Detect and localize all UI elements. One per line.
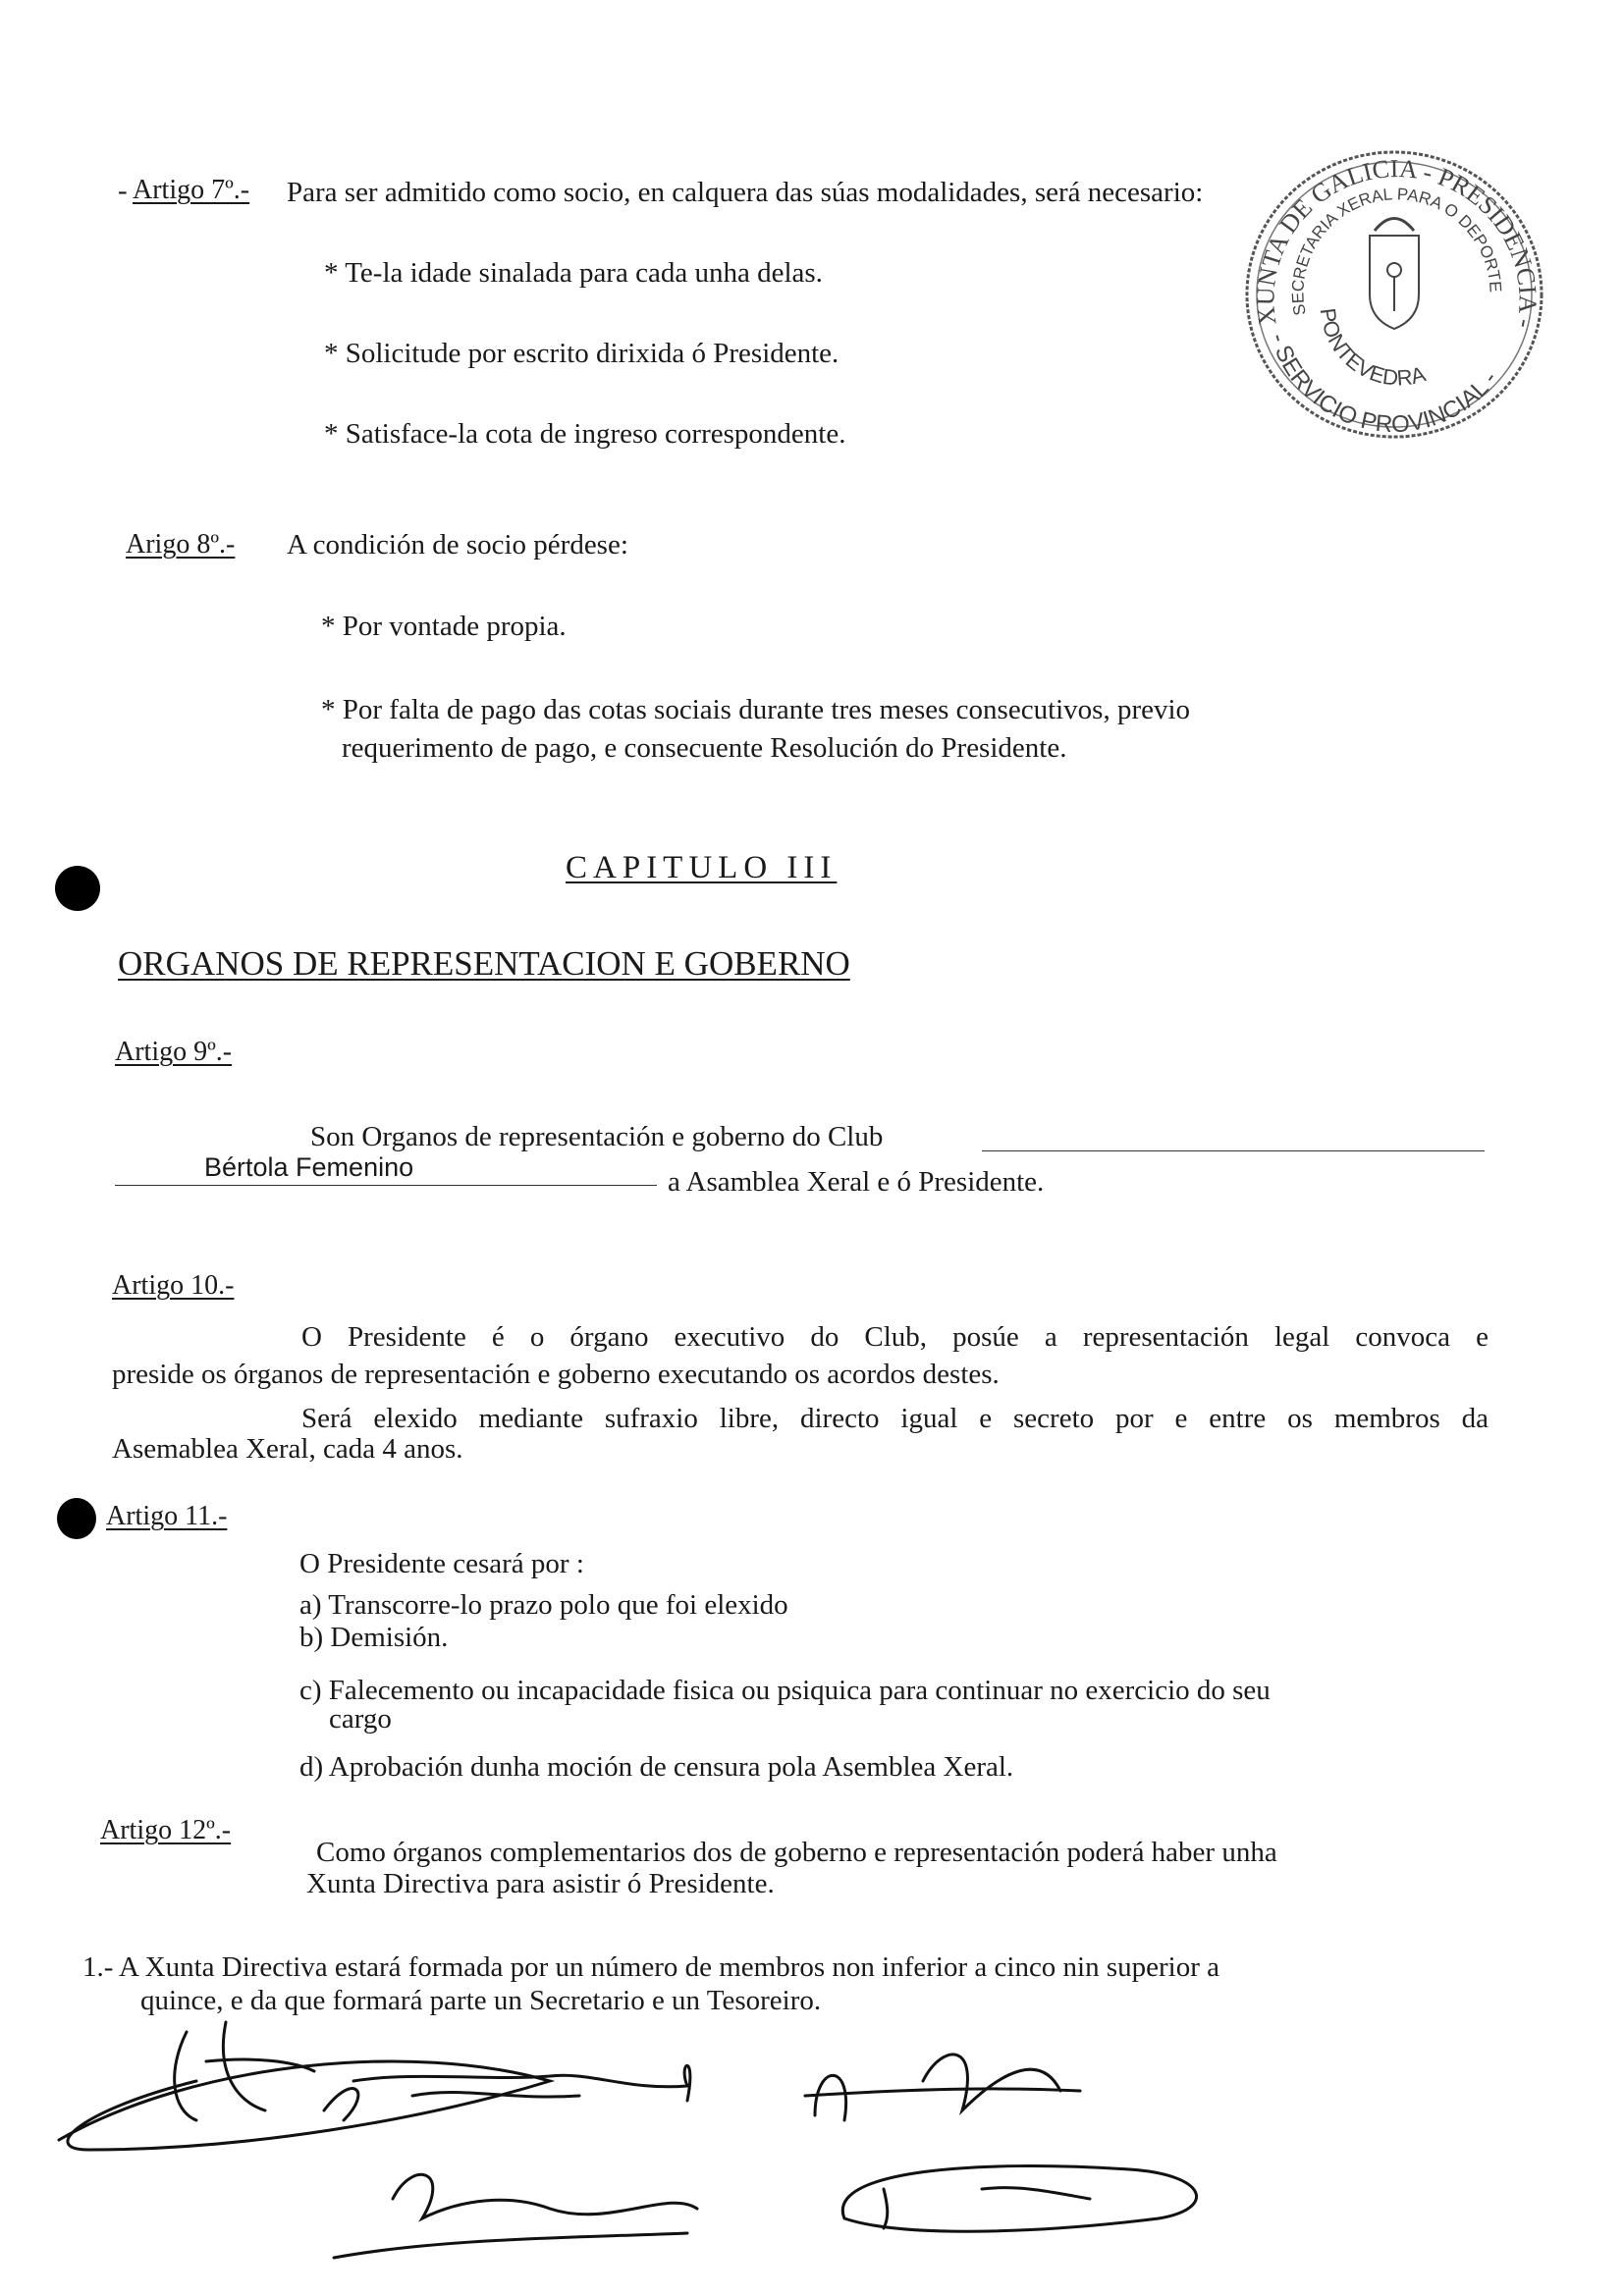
club-name: Bértola Femenino: [204, 1152, 414, 1182]
punch-hole-mark: [55, 866, 100, 911]
blank-line: [115, 1185, 657, 1186]
signature-4: [334, 2174, 697, 2258]
article-12-line: Xunta Directiva para asistir ó Presidente.: [306, 1868, 775, 1899]
article-11-item: c) Falecemento ou incapacidade fisica ou psiquica para continuar no exercicio do seu: [299, 1675, 1271, 1706]
article-11-item-cont: cargo: [329, 1703, 392, 1735]
article-10-label: Artigo 10.-: [112, 1270, 235, 1301]
svg-text:PONTEVEDRA: PONTEVEDRA: [1315, 306, 1429, 391]
article-11-item: a) Transcorre-lo prazo polo que foi elexido: [299, 1589, 788, 1621]
article-7-item: * Solicitude por escrito dirixida ó Presidente.: [324, 338, 839, 369]
chapter-subtitle: ORGANOS DE REPRESENTACION E GOBERNO: [118, 944, 850, 983]
article-12-point-1: 1.- A Xunta Directiva estará formada por un número de membros non inferior a cinco nin superior a: [82, 1951, 1220, 1983]
article-9-text-cont: a Asamblea Xeral e ó Presidente.: [668, 1166, 1045, 1198]
article-8-item: * Por falta de pago das cotas sociais durante tres meses consecutivos, previo: [321, 694, 1191, 725]
article-9-text: Son Organos de representación e goberno do Club: [310, 1121, 884, 1152]
article-11-label: Artigo 11.-: [106, 1501, 228, 1531]
official-stamp: [1237, 137, 1551, 452]
article-7-text: Para ser admitido como socio, en calquera das súas modalidades, será necesario:: [287, 177, 1204, 208]
signatures: [0, 2002, 1624, 2296]
chapter-title: CAPITULO III: [566, 850, 838, 885]
article-9-label: Artigo 9º.-: [115, 1037, 233, 1067]
svg-text:XUNTA DE GALICIA - PRESIDENCIA: XUNTA DE GALICIA - PRESIDENCIA -: [1251, 153, 1543, 331]
article-10-line: preside os órganos de representación e goberno executando os acordos destes.: [112, 1359, 1000, 1390]
margin-dash: -: [118, 175, 128, 206]
svg-text:- SERVICIO PROVINCIAL -: - SERVICIO PROVINCIAL -: [1265, 330, 1503, 439]
article-10-line: O Presidente é o órgano executivo do Club, posúe a representación legal convoca e: [301, 1321, 1489, 1353]
signature-1: [59, 2022, 550, 2150]
svg-text:SECRETARIA XERAL PARA O DEPORT: SECRETARIA XERAL PARA O DEPORTE: [1288, 185, 1505, 317]
article-8-text: A condición de socio pérdese:: [287, 529, 628, 561]
article-11-item: d) Aprobación dunha moción de censura pola Asemblea Xeral.: [299, 1751, 1014, 1783]
article-7-item: * Te-la idade sinalada para cada unha delas.: [324, 257, 823, 289]
article-8-item: * Por vontade propia.: [321, 611, 567, 642]
article-10-line: Asemablea Xeral, cada 4 anos.: [112, 1433, 463, 1465]
article-11-item: b) Demisión.: [299, 1622, 449, 1653]
article-8-label: Arigo 8º.-: [126, 529, 236, 560]
article-8-item-cont: requerimento de pago, e consecuente Resolución do Presidente.: [342, 732, 1067, 764]
article-12-point-1-cont: quince, e da que formará parte un Secretario e un Tesoreiro.: [140, 1985, 822, 2016]
article-11-intro: O Presidente cesará por :: [299, 1548, 584, 1579]
article-12-line: Como órganos complementarios dos de goberno e representación poderá haber unha: [316, 1837, 1277, 1868]
blank-line: [982, 1150, 1485, 1151]
article-7-label: Artigo 7º.-: [133, 175, 250, 205]
signature-5: [842, 2166, 1196, 2232]
punch-hole-mark: [57, 1498, 96, 1539]
signature-3: [805, 2055, 1080, 2120]
article-10-line: Será elexido mediante sufraxio libre, directo igual e secreto por e entre os membros da: [301, 1403, 1489, 1434]
article-12-label: Artigo 12º.-: [100, 1815, 232, 1845]
article-7-item: * Satisface-la cota de ingreso correspondente.: [324, 418, 846, 450]
